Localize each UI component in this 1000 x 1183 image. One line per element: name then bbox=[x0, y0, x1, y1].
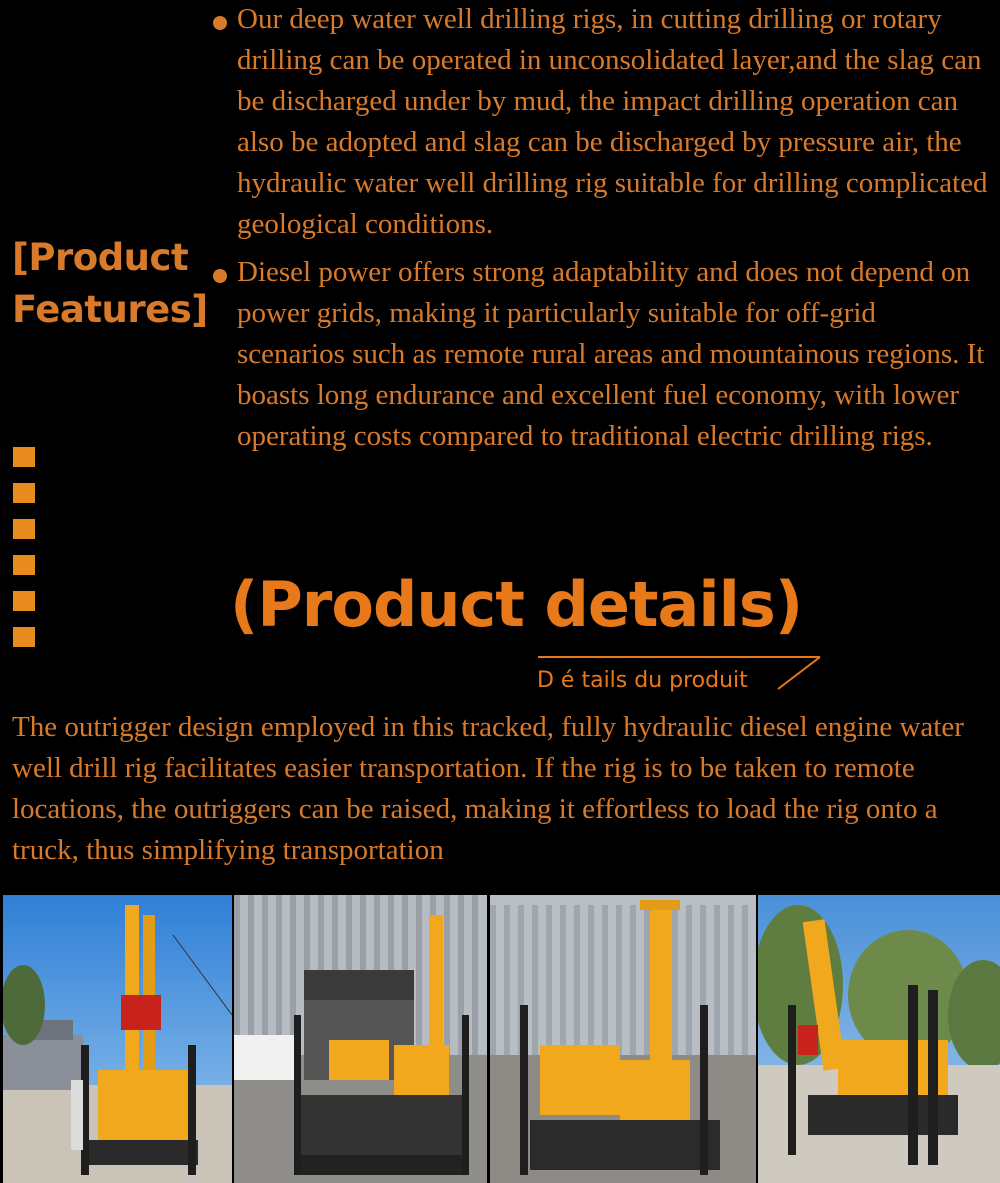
bullet-dot-icon bbox=[213, 16, 227, 30]
product-features-label-line2: Features] bbox=[12, 288, 208, 331]
bullet-dot-icon bbox=[213, 269, 227, 283]
product-details-heading: (Product details) bbox=[230, 568, 803, 641]
square-icon bbox=[13, 447, 35, 467]
feature-bullet-text: Diesel power offers strong adaptability and does not depend on power grids, making it particularly suitable for off-grid scenarios such as remote rural areas and mountainous regions. It boasts long endurance and excellent fuel economy, with lower operating costs compared to traditional electric drilling rigs. bbox=[237, 256, 985, 452]
square-icon bbox=[13, 627, 35, 647]
feature-bullet-text: Our deep water well drilling rigs, in cutting drilling or rotary drilling can be operated in unconsolidated layer,and the slag can be discharged under by mud, the impact drilling operation can also be adopted and slag can be discharged by pressure air, the hydraulic water well drilling rig suitable for drilling complicated geological conditions. bbox=[237, 3, 988, 240]
square-icon bbox=[13, 555, 35, 575]
product-features-label bbox=[12, 232, 212, 336]
decorative-squares bbox=[13, 447, 35, 663]
slash-line-icon bbox=[772, 656, 832, 696]
product-features-label-line1: [Product bbox=[12, 236, 189, 279]
drill-rig-photo-1 bbox=[3, 895, 232, 1183]
feature-bullet-list bbox=[210, 0, 990, 457]
feature-bullet bbox=[210, 0, 990, 245]
square-icon bbox=[13, 519, 35, 539]
product-photo-strip bbox=[0, 895, 1000, 1183]
feature-bullet bbox=[210, 252, 990, 457]
drill-rig-photo-4 bbox=[758, 895, 1000, 1183]
product-details-subheading: D é tails du produit bbox=[537, 668, 748, 693]
drill-rig-photo-2 bbox=[234, 895, 487, 1183]
square-icon bbox=[13, 591, 35, 611]
square-icon bbox=[13, 483, 35, 503]
drill-rig-photo-3 bbox=[490, 895, 756, 1183]
outrigger-description: The outrigger design employed in this tracked, fully hydraulic diesel engine water well drill rig facilitates easier transportation. If the rig is to be taken to remote locations, the outriggers can be raised, making it effortless to load the rig onto a truck, thus simplifying transportation bbox=[12, 711, 964, 866]
